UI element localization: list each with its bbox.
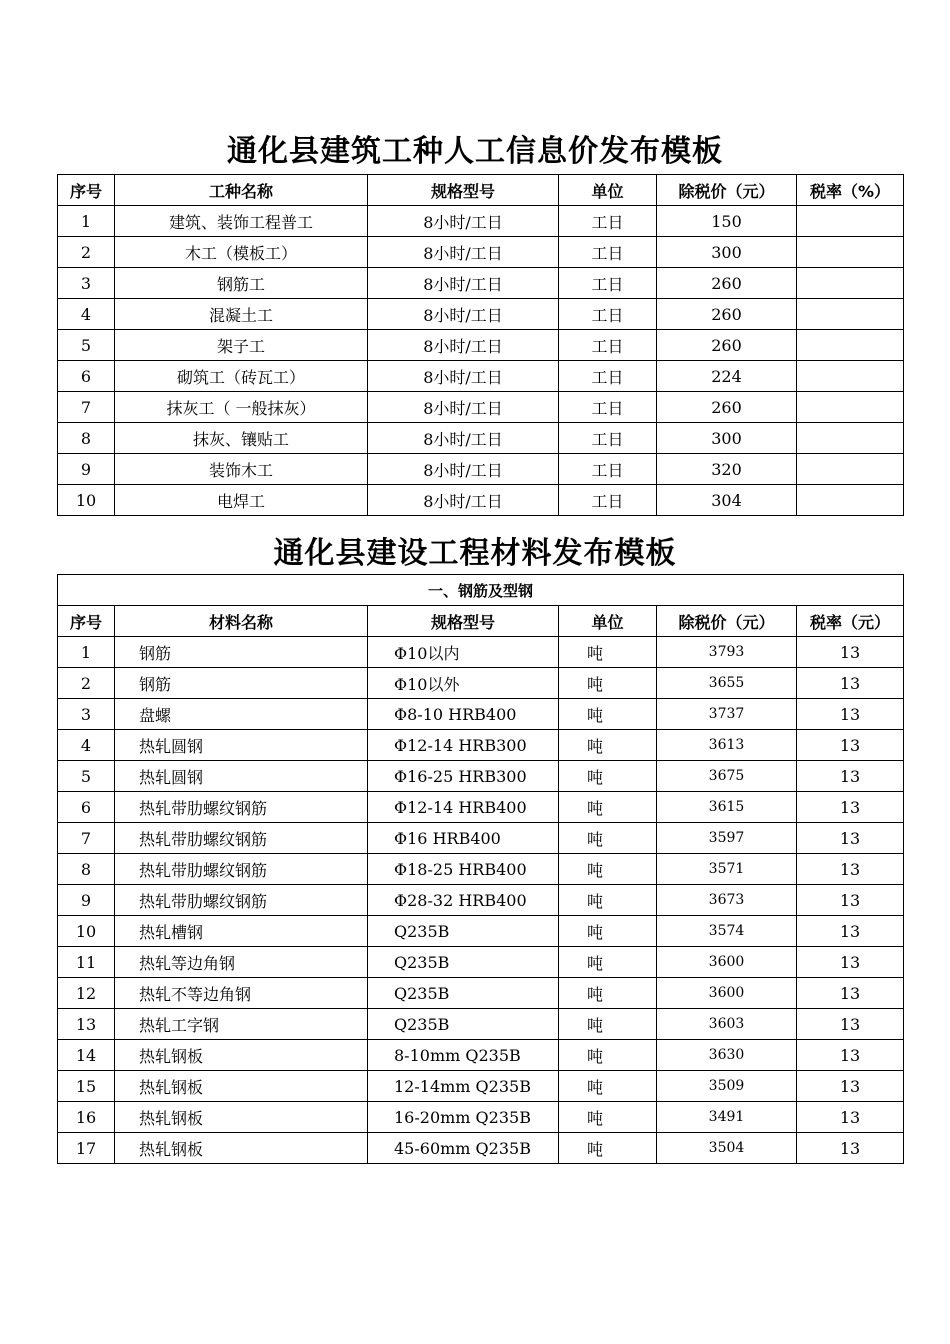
cell-unit: 吨 xyxy=(559,792,657,823)
cell-spec: 8小时/工日 xyxy=(368,330,559,361)
cell-price: 150 xyxy=(657,206,797,237)
table-row xyxy=(58,299,904,330)
cell-name: 热轧钢板 xyxy=(115,1071,368,1102)
cell-no: 8 xyxy=(58,854,115,885)
cell-price: 260 xyxy=(657,392,797,423)
cell-no: 4 xyxy=(58,730,115,761)
cell-no: 11 xyxy=(58,947,115,978)
cell-unit: 吨 xyxy=(559,730,657,761)
cell-price: 260 xyxy=(657,330,797,361)
cell-name: 热轧钢板 xyxy=(115,1102,368,1133)
cell-unit: 吨 xyxy=(559,1071,657,1102)
cell-no: 5 xyxy=(58,330,115,361)
cell-price: 224 xyxy=(657,361,797,392)
cell-price: 3574 xyxy=(657,916,797,947)
cell-no: 10 xyxy=(58,485,115,516)
cell-spec: Φ10以内 xyxy=(368,637,559,668)
cell-name: 装饰木工 xyxy=(115,454,368,485)
cell-no: 17 xyxy=(58,1133,115,1164)
cell-spec: 8小时/工日 xyxy=(368,299,559,330)
cell-rate xyxy=(797,454,904,485)
header-price: 除税价（元） xyxy=(657,606,797,637)
cell-rate: 13 xyxy=(797,916,904,947)
cell-spec: 16-20mm Q235B xyxy=(368,1102,559,1133)
cell-unit: 工日 xyxy=(559,423,657,454)
cell-rate: 13 xyxy=(797,792,904,823)
cell-spec: 8小时/工日 xyxy=(368,423,559,454)
cell-name: 热轧工字钢 xyxy=(115,1009,368,1040)
cell-spec: Φ16-25 HRB300 xyxy=(368,761,559,792)
cell-unit: 吨 xyxy=(559,668,657,699)
table-row xyxy=(58,916,904,947)
cell-price: 3571 xyxy=(657,854,797,885)
cell-rate: 13 xyxy=(797,1040,904,1071)
header-material-name: 材料名称 xyxy=(115,606,368,637)
cell-unit: 工日 xyxy=(559,454,657,485)
cell-price: 260 xyxy=(657,268,797,299)
table-row xyxy=(58,761,904,792)
header-spec: 规格型号 xyxy=(368,175,559,206)
cell-name: 热轧圆钢 xyxy=(115,761,368,792)
cell-price: 300 xyxy=(657,237,797,268)
cell-name: 钢筋 xyxy=(115,668,368,699)
cell-name: 热轧带肋螺纹钢筋 xyxy=(115,823,368,854)
cell-spec: 8小时/工日 xyxy=(368,392,559,423)
cell-price: 3613 xyxy=(657,730,797,761)
cell-no: 7 xyxy=(58,823,115,854)
cell-price: 3600 xyxy=(657,978,797,1009)
cell-unit: 吨 xyxy=(559,916,657,947)
cell-no: 9 xyxy=(58,885,115,916)
cell-no: 8 xyxy=(58,423,115,454)
cell-rate xyxy=(797,299,904,330)
cell-unit: 工日 xyxy=(559,237,657,268)
cell-price: 3630 xyxy=(657,1040,797,1071)
cell-no: 3 xyxy=(58,699,115,730)
cell-spec: Φ8-10 HRB400 xyxy=(368,699,559,730)
cell-name: 热轧带肋螺纹钢筋 xyxy=(115,854,368,885)
table-row xyxy=(58,1040,904,1071)
cell-unit: 吨 xyxy=(559,637,657,668)
cell-unit: 吨 xyxy=(559,699,657,730)
cell-spec: 8小时/工日 xyxy=(368,454,559,485)
cell-spec: Φ12-14 HRB300 xyxy=(368,730,559,761)
header-unit: 单位 xyxy=(559,606,657,637)
cell-unit: 工日 xyxy=(559,361,657,392)
cell-price: 320 xyxy=(657,454,797,485)
table-row xyxy=(58,699,904,730)
cell-name: 木工（模板工） xyxy=(115,237,368,268)
cell-no: 10 xyxy=(58,916,115,947)
cell-price: 3615 xyxy=(657,792,797,823)
table-row xyxy=(58,1133,904,1164)
cell-rate: 13 xyxy=(797,978,904,1009)
cell-no: 3 xyxy=(58,268,115,299)
table-row xyxy=(58,1071,904,1102)
cell-rate: 13 xyxy=(797,823,904,854)
cell-spec: 12-14mm Q235B xyxy=(368,1071,559,1102)
table-row xyxy=(58,823,904,854)
cell-rate: 13 xyxy=(797,730,904,761)
table-row xyxy=(58,978,904,1009)
cell-no: 7 xyxy=(58,392,115,423)
cell-unit: 工日 xyxy=(559,330,657,361)
labor-table-title: 通化县建筑工种人工信息价发布模板 xyxy=(227,134,723,169)
header-tax-rate: 税率（元） xyxy=(797,606,904,637)
cell-spec: Q235B xyxy=(368,978,559,1009)
cell-spec: Q235B xyxy=(368,916,559,947)
cell-name: 热轧槽钢 xyxy=(115,916,368,947)
cell-price: 3491 xyxy=(657,1102,797,1133)
cell-unit: 吨 xyxy=(559,978,657,1009)
cell-unit: 工日 xyxy=(559,206,657,237)
header-trade-name: 工种名称 xyxy=(115,175,368,206)
cell-unit: 吨 xyxy=(559,1102,657,1133)
cell-price: 304 xyxy=(657,485,797,516)
cell-unit: 吨 xyxy=(559,761,657,792)
cell-rate: 13 xyxy=(797,668,904,699)
cell-unit: 吨 xyxy=(559,1009,657,1040)
cell-no: 1 xyxy=(58,206,115,237)
cell-price: 3675 xyxy=(657,761,797,792)
cell-rate: 13 xyxy=(797,699,904,730)
cell-name: 砌筑工（砖瓦工） xyxy=(115,361,368,392)
cell-rate: 13 xyxy=(797,637,904,668)
cell-price: 3509 xyxy=(657,1071,797,1102)
cell-rate: 13 xyxy=(797,1071,904,1102)
material-header-row xyxy=(58,606,904,637)
header-no: 序号 xyxy=(58,606,115,637)
cell-name: 建筑、装饰工程普工 xyxy=(115,206,368,237)
cell-no: 6 xyxy=(58,361,115,392)
cell-rate: 13 xyxy=(797,1102,904,1133)
cell-spec: 45-60mm Q235B xyxy=(368,1133,559,1164)
cell-rate: 13 xyxy=(797,854,904,885)
section-title: 一、钢筋及型钢 xyxy=(58,575,904,606)
table-row xyxy=(58,854,904,885)
cell-spec: Φ16 HRB400 xyxy=(368,823,559,854)
header-price: 除税价（元） xyxy=(657,175,797,206)
cell-rate: 13 xyxy=(797,885,904,916)
cell-price: 3737 xyxy=(657,699,797,730)
cell-rate xyxy=(797,206,904,237)
cell-rate: 13 xyxy=(797,1133,904,1164)
cell-name: 热轧钢板 xyxy=(115,1040,368,1071)
table-row xyxy=(58,454,904,485)
cell-unit: 工日 xyxy=(559,268,657,299)
cell-spec: 8小时/工日 xyxy=(368,206,559,237)
cell-price: 3655 xyxy=(657,668,797,699)
cell-unit: 吨 xyxy=(559,885,657,916)
cell-no: 14 xyxy=(58,1040,115,1071)
cell-name: 热轧不等边角钢 xyxy=(115,978,368,1009)
cell-rate xyxy=(797,392,904,423)
table-row xyxy=(58,392,904,423)
cell-spec: 8小时/工日 xyxy=(368,485,559,516)
cell-rate xyxy=(797,485,904,516)
table-row xyxy=(58,668,904,699)
cell-unit: 吨 xyxy=(559,823,657,854)
cell-spec: 8小时/工日 xyxy=(368,237,559,268)
cell-no: 16 xyxy=(58,1102,115,1133)
cell-spec: Q235B xyxy=(368,1009,559,1040)
cell-spec: Φ28-32 HRB400 xyxy=(368,885,559,916)
cell-spec: Q235B xyxy=(368,947,559,978)
cell-unit: 吨 xyxy=(559,1040,657,1071)
cell-unit: 吨 xyxy=(559,854,657,885)
cell-name: 混凝土工 xyxy=(115,299,368,330)
header-no: 序号 xyxy=(58,175,115,206)
table-row xyxy=(58,947,904,978)
table-row xyxy=(58,206,904,237)
table-row xyxy=(58,330,904,361)
cell-price: 3793 xyxy=(657,637,797,668)
cell-spec: 8-10mm Q235B xyxy=(368,1040,559,1071)
header-unit: 单位 xyxy=(559,175,657,206)
cell-no: 1 xyxy=(58,637,115,668)
material-table-title: 通化县建设工程材料发布模板 xyxy=(273,536,677,571)
cell-rate xyxy=(797,237,904,268)
section-row xyxy=(58,575,904,606)
table-row xyxy=(58,885,904,916)
cell-no: 2 xyxy=(58,237,115,268)
table-row xyxy=(58,268,904,299)
cell-name: 电焊工 xyxy=(115,485,368,516)
cell-name: 抹灰工（ 一般抹灰） xyxy=(115,392,368,423)
cell-unit: 吨 xyxy=(559,1133,657,1164)
cell-no: 2 xyxy=(58,668,115,699)
cell-no: 12 xyxy=(58,978,115,1009)
cell-spec: 8小时/工日 xyxy=(368,268,559,299)
cell-name: 钢筋工 xyxy=(115,268,368,299)
cell-no: 5 xyxy=(58,761,115,792)
cell-name: 热轧等边角钢 xyxy=(115,947,368,978)
cell-name: 热轧带肋螺纹钢筋 xyxy=(115,792,368,823)
cell-no: 9 xyxy=(58,454,115,485)
cell-price: 3600 xyxy=(657,947,797,978)
cell-spec: Φ12-14 HRB400 xyxy=(368,792,559,823)
cell-spec: Φ10以外 xyxy=(368,668,559,699)
material-price-table xyxy=(57,574,904,1164)
cell-no: 15 xyxy=(58,1071,115,1102)
cell-name: 热轧带肋螺纹钢筋 xyxy=(115,885,368,916)
cell-unit: 工日 xyxy=(559,392,657,423)
table-row xyxy=(58,361,904,392)
cell-name: 盘螺 xyxy=(115,699,368,730)
cell-price: 3673 xyxy=(657,885,797,916)
cell-no: 6 xyxy=(58,792,115,823)
cell-price: 300 xyxy=(657,423,797,454)
table-row xyxy=(58,792,904,823)
cell-unit: 吨 xyxy=(559,947,657,978)
cell-unit: 工日 xyxy=(559,485,657,516)
cell-price: 260 xyxy=(657,299,797,330)
cell-rate xyxy=(797,330,904,361)
cell-name: 热轧钢板 xyxy=(115,1133,368,1164)
cell-rate xyxy=(797,361,904,392)
cell-name: 热轧圆钢 xyxy=(115,730,368,761)
cell-no: 13 xyxy=(58,1009,115,1040)
cell-rate: 13 xyxy=(797,1009,904,1040)
cell-spec: 8小时/工日 xyxy=(368,361,559,392)
cell-no: 4 xyxy=(58,299,115,330)
table-row xyxy=(58,237,904,268)
cell-rate: 13 xyxy=(797,761,904,792)
header-spec: 规格型号 xyxy=(368,606,559,637)
cell-price: 3504 xyxy=(657,1133,797,1164)
cell-rate xyxy=(797,423,904,454)
cell-name: 钢筋 xyxy=(115,637,368,668)
labor-header-row xyxy=(58,175,904,206)
header-tax-rate: 税率（%） xyxy=(797,175,904,206)
cell-rate xyxy=(797,268,904,299)
cell-price: 3597 xyxy=(657,823,797,854)
table-row xyxy=(58,423,904,454)
table-row xyxy=(58,637,904,668)
cell-rate: 13 xyxy=(797,947,904,978)
cell-spec: Φ18-25 HRB400 xyxy=(368,854,559,885)
table-row xyxy=(58,1009,904,1040)
labor-price-table xyxy=(57,174,904,516)
table-row xyxy=(58,1102,904,1133)
table-row xyxy=(58,485,904,516)
cell-name: 抹灰、镶贴工 xyxy=(115,423,368,454)
table-row xyxy=(58,730,904,761)
cell-price: 3603 xyxy=(657,1009,797,1040)
cell-name: 架子工 xyxy=(115,330,368,361)
cell-unit: 工日 xyxy=(559,299,657,330)
